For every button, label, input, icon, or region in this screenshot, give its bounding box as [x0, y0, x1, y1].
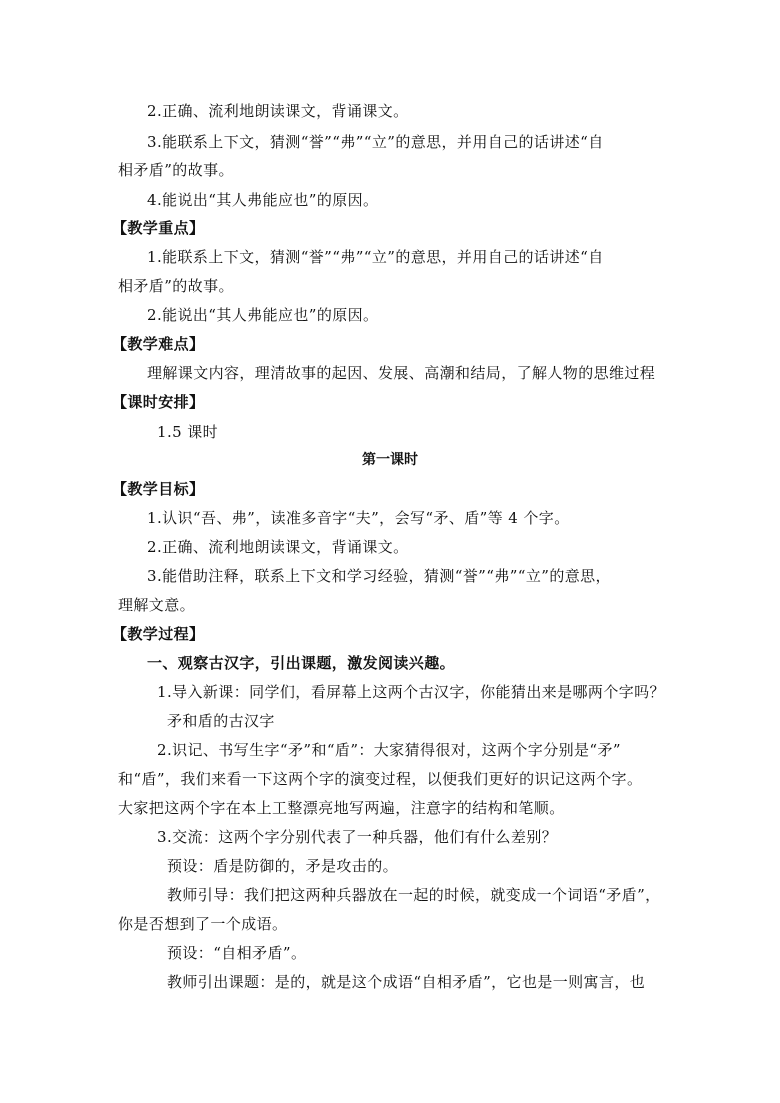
process-step-1: 1.导入新课：同学们，看屏幕上这两个古汉字，你能猜出来是哪两个字吗？	[157, 683, 665, 701]
process-step-2: 2.识记、书写生字“矛”和“盾”：大家猜得很对，这两个字分别是“矛”	[157, 741, 621, 759]
process-preset-1: 预设：盾是防御的，矛是攻击的。	[167, 857, 399, 875]
process-image-caption: 矛和盾的古汉字	[167, 712, 275, 730]
process-teacher-guide-cont: 你是否想到了一个成语。	[118, 915, 288, 933]
lesson-goals-heading: 【教学目标】	[112, 480, 205, 498]
lesson-goal-3-cont: 理解文意。	[118, 596, 196, 614]
key-point-1: 1.能联系上下文，猜测“誉”“弗”“立”的意思，并用自己的话讲述“自	[147, 248, 604, 266]
process-heading: 【教学过程】	[112, 625, 205, 643]
lesson-goal-3: 3.能借助注释，联系上下文和学习经验，猜测“誉”“弗”“立”的意思，	[147, 567, 611, 585]
key-points-heading: 【教学重点】	[112, 219, 205, 237]
intro-goal-4: 4.能说出“其人弗能应也”的原因。	[147, 191, 379, 209]
difficulties-heading: 【教学难点】	[112, 335, 205, 353]
process-step-3: 3.交流：这两个字分别代表了一种兵器，他们有什么差别？	[157, 828, 558, 846]
schedule-text: 1.5 课时	[157, 423, 219, 441]
intro-goal-2: 2.正确、流利地朗读课文，背诵课文。	[147, 102, 409, 120]
process-section-title: 一、观察古汉字，引出课题，激发阅读兴趣。	[147, 654, 456, 672]
process-teacher-topic: 教师引出课题：是的，就是这个成语“自相矛盾”，它也是一则寓言，也	[167, 973, 646, 991]
intro-goal-3-cont: 相矛盾”的故事。	[118, 161, 234, 179]
key-point-1-cont: 相矛盾”的故事。	[118, 277, 234, 295]
lesson-goal-2: 2.正确、流利地朗读课文，背诵课文。	[147, 538, 409, 556]
lesson-goal-1: 1.认识“吾、弗”，读准多音字“夫”，会写“矛、盾”等 4 个字。	[147, 509, 570, 527]
key-point-2: 2.能说出“其人弗能应也”的原因。	[147, 306, 379, 324]
intro-goal-3: 3.能联系上下文，猜测“誉”“弗”“立”的意思，并用自己的话讲述“自	[147, 133, 604, 151]
process-step-2-cont-1: 和“盾”，我们来看一下这两个字的演变过程，以便我们更好的识记这两个字。	[118, 770, 643, 788]
process-preset-2: 预设：“自相矛盾”。	[167, 944, 307, 962]
schedule-heading: 【课时安排】	[112, 393, 205, 411]
lesson-title: 第一课时	[362, 452, 418, 468]
process-teacher-guide: 教师引导：我们把这两种兵器放在一起的时候，就变成一个词语“矛盾”，	[167, 886, 661, 904]
difficulties-text: 理解课文内容，理清故事的起因、发展、高潮和结局，了解人物的思维过程	[147, 364, 656, 382]
process-step-2-cont-2: 大家把这两个字在本上工整漂亮地写两遍，注意字的结构和笔顺。	[118, 799, 565, 817]
